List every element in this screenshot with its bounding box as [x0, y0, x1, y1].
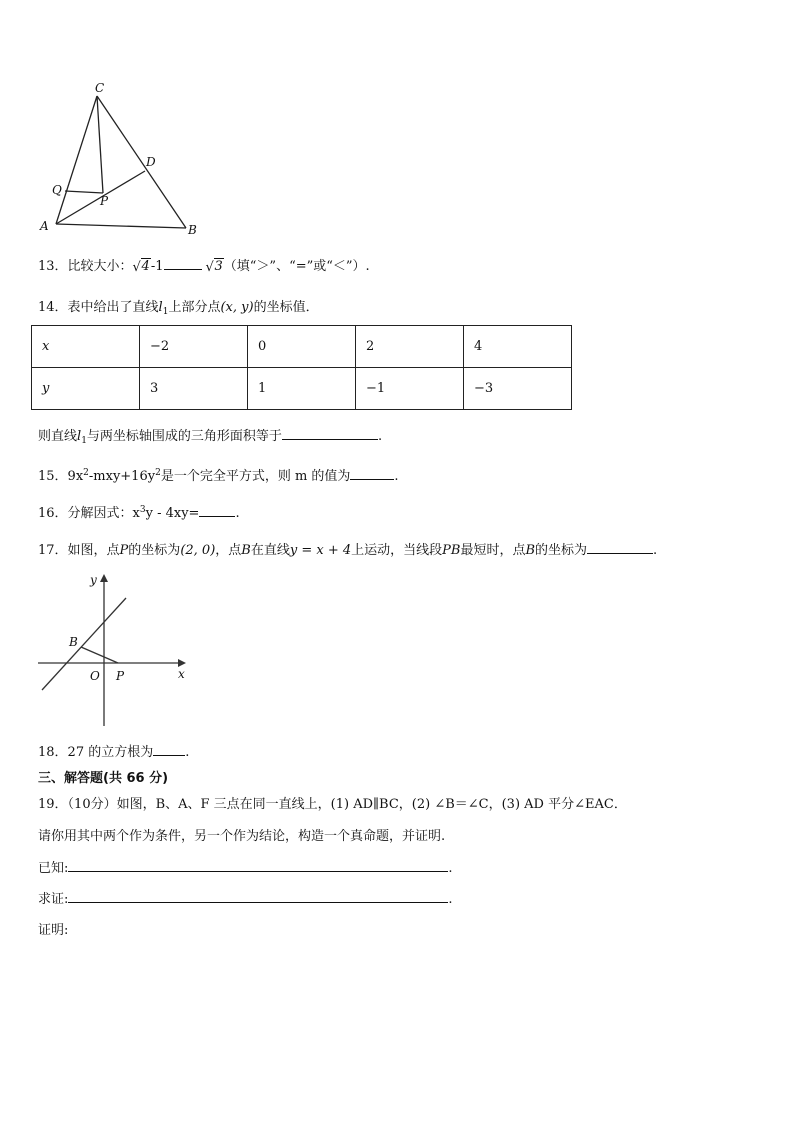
q14-line-sub: 1 — [162, 307, 169, 317]
sqrt-3: √ 3 — [205, 259, 223, 275]
label-Q: Q — [52, 183, 62, 197]
q17-P: P — [119, 543, 129, 558]
q14-line-name: l — [158, 300, 163, 315]
q17-text-e: 上运动，当线段 — [351, 543, 443, 558]
label-C: C — [95, 81, 105, 95]
q19-known-label: 已知: — [38, 861, 69, 876]
coordinate-table — [31, 325, 572, 410]
segment-CB — [97, 96, 186, 228]
table-cell: −2 — [140, 326, 248, 368]
q19-known-end: . — [448, 861, 453, 876]
question-16 — [38, 502, 240, 521]
table-row-x — [32, 326, 572, 368]
q17-answer-blank[interactable] — [587, 540, 653, 554]
question-15 — [38, 465, 399, 484]
q16-end: . — [235, 506, 240, 521]
question-14-followup — [38, 425, 382, 446]
segment-QP — [65, 191, 103, 193]
table-cell: 4 — [464, 326, 572, 368]
q19-prove-label: 求证: — [38, 892, 69, 907]
q13-suffix: （填“＞”、“=”或“＜”）. — [223, 259, 370, 274]
q15-exp-a: 2 — [83, 468, 89, 478]
triangle-figure — [34, 78, 204, 240]
q17-text-c: ，点 — [215, 543, 242, 558]
q18-text: 18．27 的立方根为 — [38, 745, 154, 760]
q15-answer-blank[interactable] — [350, 466, 394, 480]
x-axis-arrow-icon — [178, 659, 186, 667]
q17-B2: B — [525, 543, 536, 558]
q17-text-f: 最短时，点 — [460, 543, 526, 558]
table-cell: 0 — [248, 326, 356, 368]
label-P: P — [100, 194, 109, 208]
table-cell: 2 — [356, 326, 464, 368]
q13-answer-blank[interactable] — [164, 256, 202, 270]
segment-AB — [56, 224, 186, 228]
q17-eq: y = x + 4 — [289, 543, 352, 558]
section-title: 三、解答题(共 66 分) — [38, 771, 169, 786]
q17-coord: (2, 0) — [180, 543, 216, 558]
q14-prefix: 14．表中给出了直线 — [38, 300, 159, 315]
q17-end: . — [653, 543, 658, 558]
q17-text-b: 的坐标为 — [128, 543, 181, 558]
table-cell: 3 — [140, 368, 248, 410]
question-13 — [38, 255, 370, 274]
q17-B: B — [241, 543, 251, 558]
q13-minus-one: -1 — [150, 259, 164, 274]
q18-answer-blank[interactable] — [153, 742, 185, 756]
q14-middle: 上部分点 — [168, 300, 221, 315]
question-14 — [38, 296, 319, 317]
q19-known-blank[interactable] — [68, 858, 448, 872]
q16-text-b: y - 4xy= — [145, 506, 200, 521]
table-cell: −1 — [356, 368, 464, 410]
q19-proof-label: 证明: — [38, 923, 69, 938]
q19-prove-end: . — [448, 892, 453, 907]
q17-text-d: 在直线 — [250, 543, 290, 558]
q16-answer-blank[interactable] — [199, 503, 235, 517]
q14-answer-blank[interactable] — [282, 426, 378, 440]
q18-end: . — [185, 745, 190, 760]
axes-figure — [32, 570, 192, 730]
q15-end: . — [394, 469, 399, 484]
question-19-line2: 请你用其中两个作为条件，另一个作为结论，构造一个真命题，并证明. — [38, 829, 446, 844]
q14-followup-end: . — [377, 429, 383, 444]
question-17 — [38, 539, 657, 558]
label-x: x — [178, 667, 185, 681]
table-cell: 1 — [248, 368, 356, 410]
label-B: B — [188, 223, 197, 237]
table-cell: y — [32, 368, 140, 410]
segment-AC — [56, 96, 97, 224]
segment-PB — [81, 647, 118, 663]
q19-known-row — [38, 857, 453, 876]
q13-prefix: 13．比较大小： — [38, 259, 133, 274]
q14-followup-suffix: 与两坐标轴围成的三角形面积等于 — [86, 429, 282, 444]
label-y: y — [90, 573, 97, 587]
q15-exp-b: 2 — [155, 468, 161, 478]
q14-followup-sub: 1 — [81, 436, 87, 446]
q17-text-a: 17．如图，点 — [38, 543, 120, 558]
q14-followup-line: l — [77, 429, 82, 444]
table-cell: −3 — [464, 368, 572, 410]
line-y-eq-x-plus-4 — [42, 598, 126, 690]
segment-CP — [97, 96, 103, 193]
table-row-y — [32, 368, 572, 410]
q15-text-c: 是一个完全平方式，则 m 的值为 — [160, 469, 351, 484]
y-axis-arrow-icon — [100, 574, 108, 582]
q14-suffix: 的坐标值． — [253, 300, 319, 315]
question-19-line1: 19．（10分）如图，B、A、F 三点在同一直线上，(1) AD∥BC，(2) ∠B＝∠C，(3) AD 平分∠EAC． — [38, 797, 627, 812]
label-B: B — [69, 635, 78, 649]
q14-followup-prefix: 则直线 — [38, 429, 78, 444]
sqrt-4: √ 4 — [132, 259, 150, 275]
q14-point: (x, y) — [220, 300, 254, 315]
q15-text-b: -mxy+16y — [88, 469, 156, 484]
q19-prove-blank[interactable] — [68, 889, 448, 903]
q16-text-a: 16．分解因式：x — [38, 506, 140, 521]
q17-PB: PB — [442, 543, 461, 558]
label-O: O — [90, 669, 100, 683]
label-A: A — [40, 219, 49, 233]
q15-text-a: 15．9x — [38, 469, 84, 484]
question-18 — [38, 741, 189, 760]
q19-prove-row — [38, 888, 453, 907]
table-cell: x — [32, 326, 140, 368]
q17-text-g: 的坐标为 — [535, 543, 588, 558]
label-D: D — [146, 155, 156, 169]
q16-exp: 3 — [139, 505, 146, 515]
label-P: P — [116, 669, 125, 683]
